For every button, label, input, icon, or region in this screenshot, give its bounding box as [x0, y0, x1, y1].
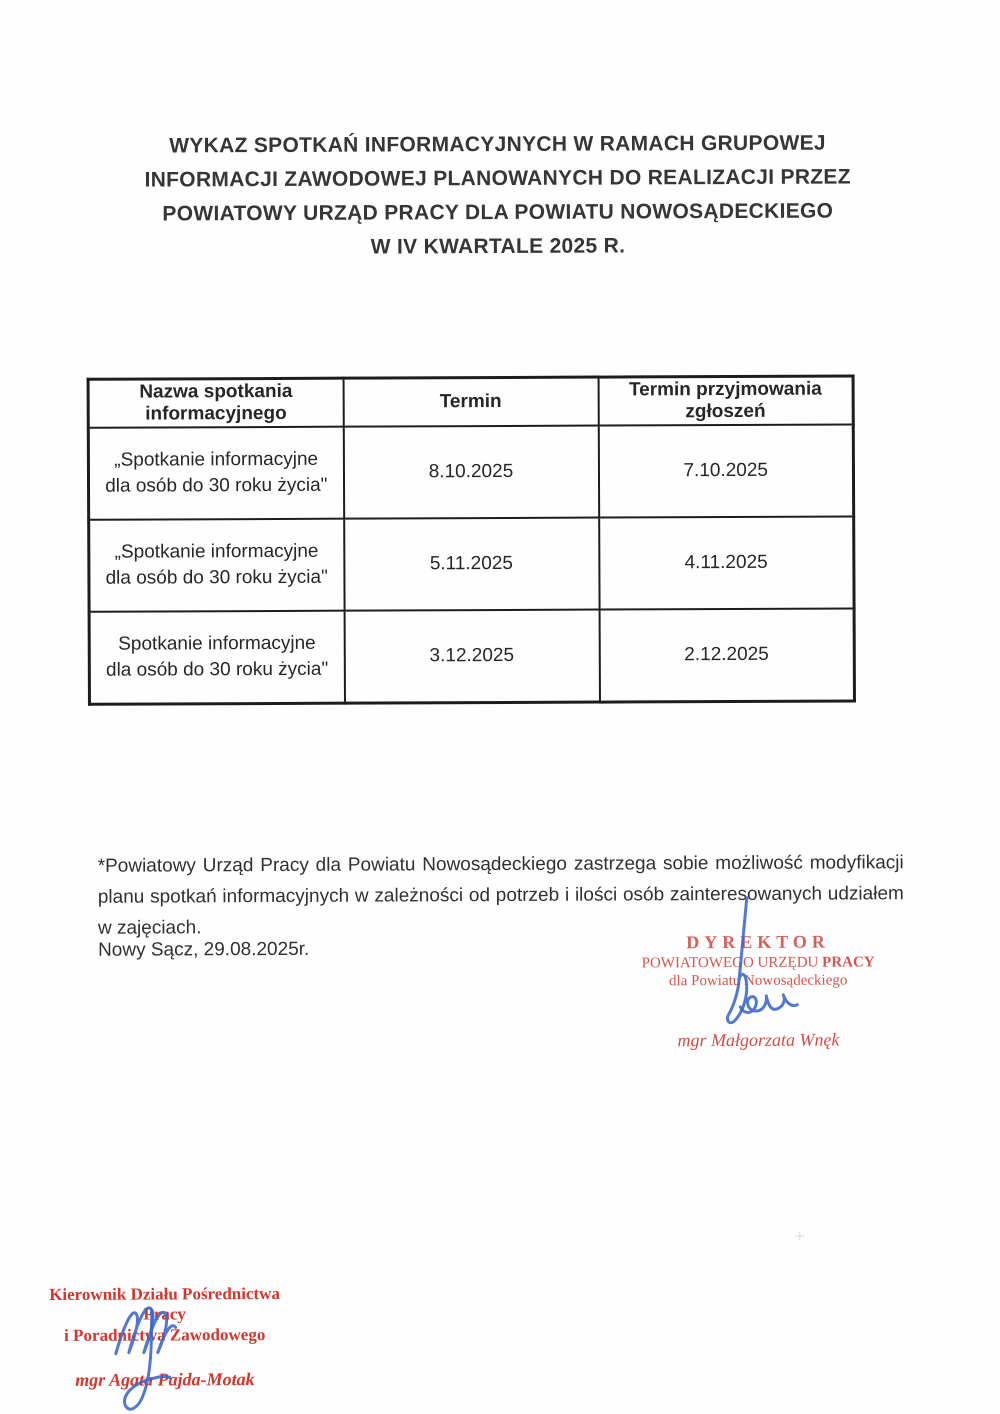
header-row — [88, 376, 853, 428]
director-stamp — [629, 931, 888, 1051]
director-stamp-title: DYREKTOR — [686, 931, 830, 953]
document-title — [0, 126, 998, 266]
table-row — [89, 608, 854, 704]
manager-stamp — [41, 1284, 289, 1391]
cell-date — [344, 610, 599, 704]
meeting-name: „Spotkanie informacyjne dla osób do 30 roku życia" — [105, 540, 328, 589]
cell-deadline — [598, 424, 853, 517]
title-line-2: INFORMACJI ZAWODOWEJ PLANOWANYCH DO REALIZACJI PRZEZ — [144, 165, 851, 192]
cell-date — [344, 518, 599, 611]
manager-stamp-title: Kierownik Działu Pośrednictwa Pracy — [49, 1283, 280, 1324]
place-and-date: Nowy Sącz, 29.08.2025r. — [98, 938, 310, 961]
meeting-deadline: 7.10.2025 — [683, 459, 769, 482]
director-name: mgr Małgorzata Wnęk — [677, 1029, 840, 1051]
meeting-date: 8.10.2025 — [428, 460, 514, 483]
header-date-label: Termin — [439, 390, 502, 413]
header-date — [343, 377, 598, 427]
director-stamp-office-text: POWIATOWEGO URZĘDU — [641, 954, 823, 972]
table-row — [89, 516, 854, 611]
meeting-date: 5.11.2025 — [429, 552, 513, 575]
meeting-deadline: 4.11.2025 — [684, 551, 768, 574]
cell-deadline — [599, 608, 854, 702]
header-application-deadline — [598, 376, 853, 426]
meetings-table-header — [88, 376, 853, 428]
meeting-name: Spotkanie informacyjne dla osób do 30 roku życia" — [105, 632, 329, 681]
meeting-name: „Spotkanie informacyjne dla osób do 30 roku życia" — [105, 448, 328, 497]
header-meeting-name — [88, 378, 343, 428]
director-stamp-office-bold: PRACY — [822, 954, 875, 971]
cell-date — [343, 426, 598, 519]
meetings-table-body — [88, 424, 854, 704]
table-row — [88, 424, 853, 519]
header-meeting-name-label: Nazwa spotkania informacyjnego — [139, 380, 293, 425]
footnote: *Powiatowy Urząd Pracy dla Powiatu Nowosądeckiego zastrzega sobie możliwość modyfikacji planu spotkań informacyjnych w zależności od potrzeb i ilości osób zainteresowanych udziałem w zajęciach. — [97, 852, 904, 939]
cell-meeting-name — [89, 519, 344, 612]
meetings-table — [87, 374, 856, 705]
scan-artifact — [795, 1232, 804, 1241]
meeting-deadline: 2.12.2025 — [684, 643, 769, 666]
title-line-3: POWIATOWY URZĄD PRACY DLA POWIATU NOWOSĄDECKIEGO — [162, 199, 834, 226]
director-stamp-office — [629, 954, 887, 972]
manager-name: mgr Agata Pajda-Motak — [75, 1369, 255, 1390]
meeting-date: 3.12.2025 — [429, 644, 515, 667]
cell-meeting-name — [89, 611, 344, 705]
manager-stamp-department: i Poradnictwa Zawodowego — [64, 1325, 266, 1345]
cell-deadline — [599, 516, 854, 609]
title-line-4: W IV KWARTALE 2025 R. — [370, 234, 626, 259]
director-stamp-district: dla Powiatu Nowosądeckiego — [669, 972, 848, 990]
title-line-1: WYKAZ SPOTKAŃ INFORMACYJNYCH W RAMACH GRUPOWEJ — [169, 131, 826, 158]
header-application-deadline-label: Termin przyjmowania zgłoszeń — [628, 378, 822, 423]
cell-meeting-name — [88, 427, 343, 520]
